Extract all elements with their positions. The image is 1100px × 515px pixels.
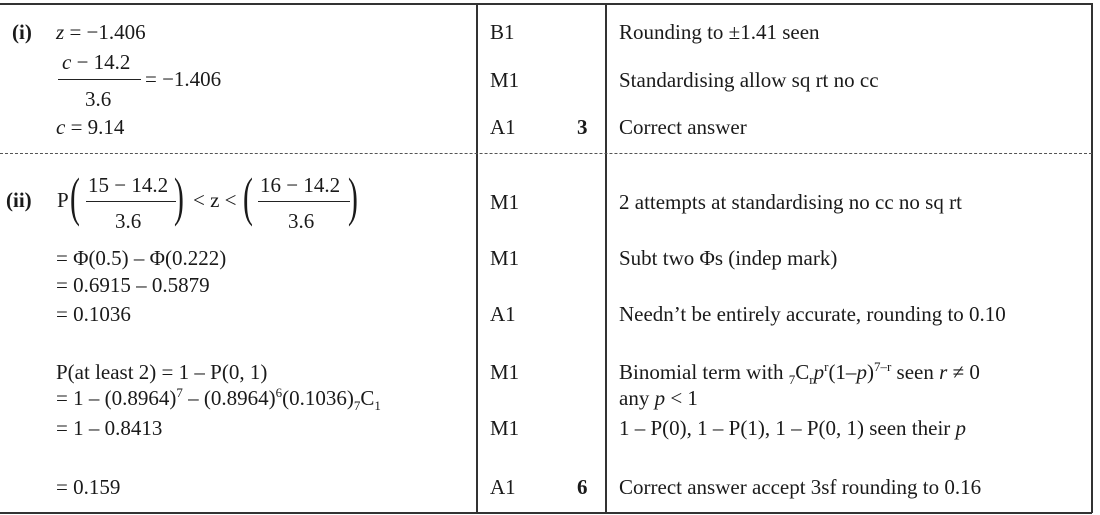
paren: ( <box>70 167 80 227</box>
paren: ( <box>243 167 253 227</box>
working-line: c = 9.14 <box>56 115 125 139</box>
fraction-denominator: 3.6 <box>85 87 112 111</box>
column-divider <box>605 3 607 513</box>
paren: ) <box>348 167 358 227</box>
comment: 1 – P(0), 1 – P(1), 1 – P(0, 1) seen their p <box>619 416 967 440</box>
working-line: = 0.1036 <box>56 302 131 326</box>
column-divider <box>476 3 478 513</box>
inequality: < z < <box>193 188 237 212</box>
fraction-denominator: 3.6 <box>115 209 142 233</box>
mark: A1 <box>490 475 516 499</box>
total-marks: 6 <box>577 475 588 499</box>
working-line: = 1 – 0.8413 <box>56 416 163 440</box>
comment: Subt two Φs (indep mark) <box>619 246 838 270</box>
mark: M1 <box>490 68 520 92</box>
mark: M1 <box>490 416 520 440</box>
bottom-border <box>0 512 1092 514</box>
part-label: (i) <box>12 20 32 44</box>
fraction-numerator: 16 − 14.2 <box>260 173 341 197</box>
comment: any p < 1 <box>619 386 698 410</box>
fraction-denominator: 3.6 <box>288 209 315 233</box>
comment: 2 attempts at standardising no cc no sq rt <box>619 190 962 214</box>
fraction-numerator: 15 − 14.2 <box>88 173 169 197</box>
probability-p: P <box>57 188 69 212</box>
comment: Correct answer accept 3sf rounding to 0.16 <box>619 475 982 499</box>
total-marks: 3 <box>577 115 588 139</box>
mark: B1 <box>490 20 515 44</box>
working-line: P(at least 2) = 1 – P(0, 1) <box>56 360 268 384</box>
comment: Correct answer <box>619 115 747 139</box>
working-line: = −1.406 <box>145 67 222 91</box>
part-divider <box>0 153 1092 154</box>
working-line: z = −1.406 <box>56 20 146 44</box>
comment: Needn’t be entirely accurate, rounding to 0.10 <box>619 302 1006 326</box>
fraction-bar <box>58 79 141 80</box>
working-line: = 0.6915 – 0.5879 <box>56 273 210 297</box>
comment: Binomial term with $_7C_rp^r(1-p)^{7-r}$ seen r ≠ 0 <box>619 359 980 388</box>
top-border <box>0 3 1092 5</box>
working-line: = Φ(0.5) – Φ(0.222) <box>56 246 227 270</box>
fraction-numerator: c − 14.2 <box>62 50 131 74</box>
paren: ) <box>174 167 184 227</box>
right-border <box>1091 3 1093 513</box>
part-label: (ii) <box>6 188 32 212</box>
working-line: = 0.159 <box>56 475 121 499</box>
mark: M1 <box>490 246 520 270</box>
mark: A1 <box>490 115 516 139</box>
fraction-bar <box>86 201 176 202</box>
fraction-bar <box>258 201 350 202</box>
comment: Standardising allow sq rt no cc <box>619 68 879 92</box>
working-line: = $1 - (0.8964)^7 - (0.8964)^6(0.1036)_7C_1$ <box>56 385 381 414</box>
mark: M1 <box>490 360 520 384</box>
mark: A1 <box>490 302 516 326</box>
comment: Rounding to ±1.41 seen <box>619 20 820 44</box>
mark: M1 <box>490 190 520 214</box>
